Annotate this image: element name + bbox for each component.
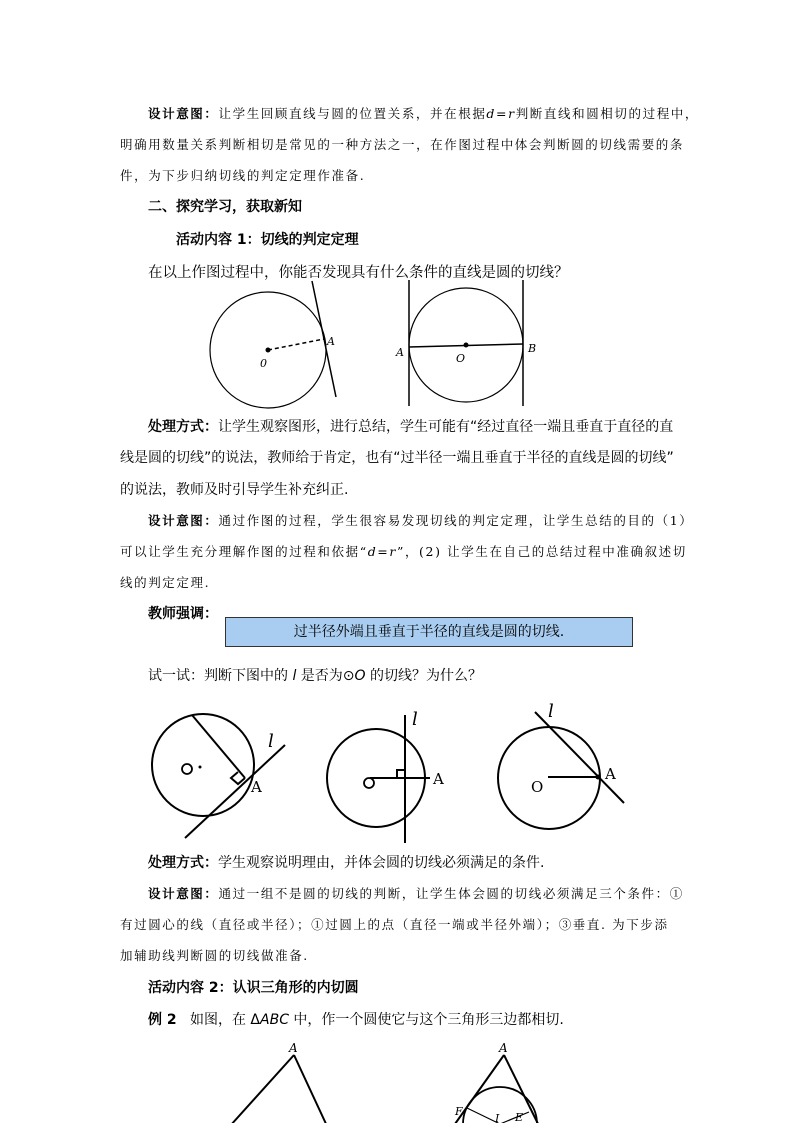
intent2-line3: 线的判定定理. <box>120 575 211 590</box>
intent1-line3: 件，为下步归纳切线的判定定理作准备. <box>120 168 366 183</box>
intent1-line1: 设计意图：让学生回顾直线与圆的位置关系，并在根据d=r判断直线和圆相切的过程中， <box>148 106 699 121</box>
fig2-label-o: O <box>456 352 466 365</box>
fig1-radius-dashed <box>268 339 324 350</box>
tf3-point-a <box>596 775 601 780</box>
tf1-line-l <box>185 745 285 838</box>
figure-circle-diameter-tangents <box>390 278 550 413</box>
fig2-center-dot <box>464 343 469 348</box>
bottom-triangle-right <box>440 1038 560 1123</box>
emphasis-label: 教师强调： <box>148 606 218 622</box>
tf1-label-a: A <box>251 778 262 796</box>
tf3-line-l <box>535 712 624 803</box>
fig1-center-dot <box>266 348 271 353</box>
tf2-right-angle <box>397 770 405 778</box>
process2-label: 处理方式： <box>148 855 218 871</box>
btr-label-a: A <box>499 1041 508 1055</box>
tf2-center <box>364 778 374 788</box>
tf1-center <box>182 764 192 774</box>
tf1-label-l: l <box>268 731 274 752</box>
btl-side-left <box>230 1055 294 1123</box>
trial-figure-1 <box>140 700 300 845</box>
process1-label: 处理方式： <box>148 419 218 435</box>
section2-title: 二、探究学习，获取新知 <box>148 199 302 215</box>
btr-label-f: F <box>455 1105 463 1118</box>
btl-label-a: A <box>289 1041 298 1055</box>
intent3-line2: 有过圆心的线（直径或半径）；①过圆上的点（直径一端或半径外端）；③垂直. 为下步添 <box>120 917 669 932</box>
tf3-label-a: A <box>605 765 616 783</box>
intent1-line2: 明确用数量关系判断相切是常见的一种方法之一，在作图过程中体会判断圆的切线需要的条 <box>120 137 685 152</box>
btl-side-right <box>294 1055 327 1123</box>
process1-line3: 的说法，教师及时引导学生补充纠正. <box>120 482 349 498</box>
example2-label: 例 2 <box>148 1012 177 1028</box>
process1-line1: 处理方式：让学生观察图形，进行总结，学生可能有“经过直径一端且垂直于直径的直 <box>148 419 674 435</box>
intent3-line1: 设计意图：通过一组不是圆的切线的判断，让学生体会圆的切线必须满足三个条件：① <box>148 886 684 901</box>
intent1-label: 设计意图： <box>148 106 219 121</box>
fig2-label-a: A <box>396 346 404 359</box>
tf2-label-a: A <box>433 770 444 788</box>
fig1-label-o: 0 <box>260 357 267 370</box>
figure-circle-radius-tangent <box>200 275 350 415</box>
tf2-label-l: l <box>412 709 418 730</box>
activity1-title: 活动内容 1：切线的判定定理 <box>176 232 359 248</box>
emphasis-box: 过半径外端且垂直于半径的直线是圆的切线. <box>225 617 633 647</box>
tf3-label-l: l <box>548 701 554 722</box>
trial-figure-2 <box>320 700 460 845</box>
tf1-dot <box>199 766 202 769</box>
btr-label-i: I <box>495 1112 500 1123</box>
tf3-label-o: O <box>531 778 544 796</box>
intent3-line3: 加辅助线判断圆的切线做准备. <box>120 948 309 963</box>
btr-incircle <box>463 1087 537 1123</box>
intent3-label: 设计意图： <box>148 886 219 901</box>
example2-line: 例 2 如图，在 ΔABC 中，作一个圆使它与这个三角形三边都相切. <box>148 1012 564 1028</box>
fig2-label-b: B <box>528 342 537 355</box>
trial-question: 试一试：判断下图中的 l 是否为⊙O 的切线？为什么？ <box>148 668 483 684</box>
process1-line2: 线是圆的切线”的说法，教师给于肯定，也有“过半径一端且垂直于半径的直线是圆的切线” <box>120 450 674 466</box>
activity1-question: 在以上作图过程中，你能否发现具有什么条件的直线是圆的切线？ <box>148 265 569 281</box>
intent2-line2: 可以让学生充分理解作图的过程和依据“d=r”，(2) 让学生在自己的总结过程中准确叙述切 <box>120 544 687 559</box>
fig1-label-a: A <box>327 335 335 348</box>
trial-figure-3 <box>490 695 640 810</box>
tf1-chord <box>192 715 245 778</box>
bottom-triangle-left <box>220 1038 340 1123</box>
process2-line: 处理方式：学生观察说明理由，并体会圆的切线必须满足的条件. <box>148 855 545 871</box>
btr-label-e: E <box>515 1111 524 1123</box>
tf1-right-angle <box>231 772 245 784</box>
intent2-label: 设计意图： <box>148 513 219 528</box>
activity2-title: 活动内容 2：认识三角形的内切圆 <box>148 980 359 996</box>
intent2-line1: 设计意图：通过作图的过程，学生很容易发现切线的判定定理，让学生总结的目的（1） <box>148 513 694 528</box>
